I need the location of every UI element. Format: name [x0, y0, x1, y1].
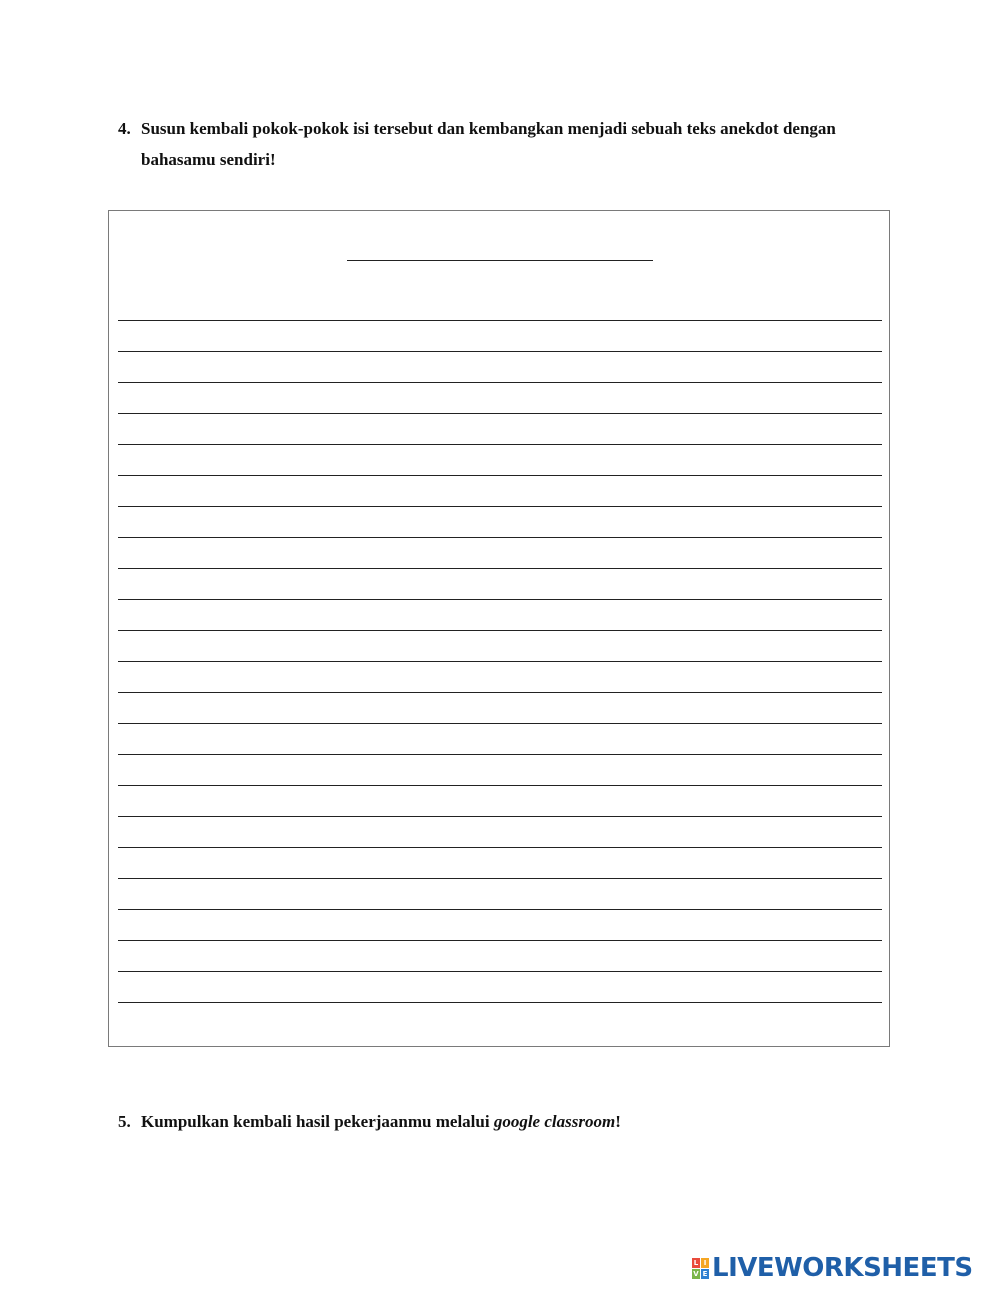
question-4-text: Susun kembali pokok-pokok isi tersebut dan kembangkan menjadi sebuah teks anekdot dengan bahasamu sendiri! — [141, 119, 836, 169]
writing-line[interactable] — [118, 909, 882, 910]
question-5-text-before: Kumpulkan kembali hasil pekerjaanmu melalui — [141, 1112, 494, 1131]
writing-line[interactable] — [118, 351, 882, 352]
liveworksheets-logo — [692, 1253, 973, 1283]
writing-line[interactable] — [118, 475, 882, 476]
question-4 — [118, 113, 898, 175]
writing-line[interactable] — [118, 444, 882, 445]
writing-line[interactable] — [118, 568, 882, 569]
writing-line[interactable] — [118, 754, 882, 755]
logo-mark-icon — [692, 1258, 709, 1279]
writing-line[interactable] — [118, 692, 882, 693]
writing-line[interactable] — [118, 413, 882, 414]
logo-letter: E — [702, 1269, 708, 1278]
writing-line[interactable] — [118, 785, 882, 786]
writing-line[interactable] — [118, 382, 882, 383]
question-5-text-italic: google classroom — [493, 1112, 616, 1131]
question-5-number: 5. — [118, 1112, 131, 1131]
writing-line[interactable] — [118, 320, 882, 321]
writing-line[interactable] — [118, 847, 882, 848]
writing-line[interactable] — [118, 723, 882, 724]
writing-line[interactable] — [118, 537, 882, 538]
writing-line[interactable] — [118, 630, 882, 631]
logo-letter: V — [693, 1269, 699, 1278]
logo-letter: L — [693, 1258, 699, 1267]
writing-line[interactable] — [118, 661, 882, 662]
writing-line[interactable] — [118, 1002, 882, 1003]
writing-line[interactable] — [118, 816, 882, 817]
question-5 — [118, 1106, 898, 1137]
writing-line[interactable] — [118, 599, 882, 600]
logo-text: LIVEWORKSHEETS — [712, 1253, 973, 1283]
title-answer-line[interactable] — [347, 260, 653, 261]
question-5-text — [118, 1106, 898, 1137]
writing-line[interactable] — [118, 878, 882, 879]
writing-line[interactable] — [118, 940, 882, 941]
writing-line[interactable] — [118, 506, 882, 507]
writing-line[interactable] — [118, 971, 882, 972]
answer-box — [108, 210, 890, 1047]
logo-letter: I — [701, 1258, 709, 1268]
question-4-number: 4. — [118, 119, 131, 138]
question-5-text-after: ! — [615, 1112, 621, 1131]
